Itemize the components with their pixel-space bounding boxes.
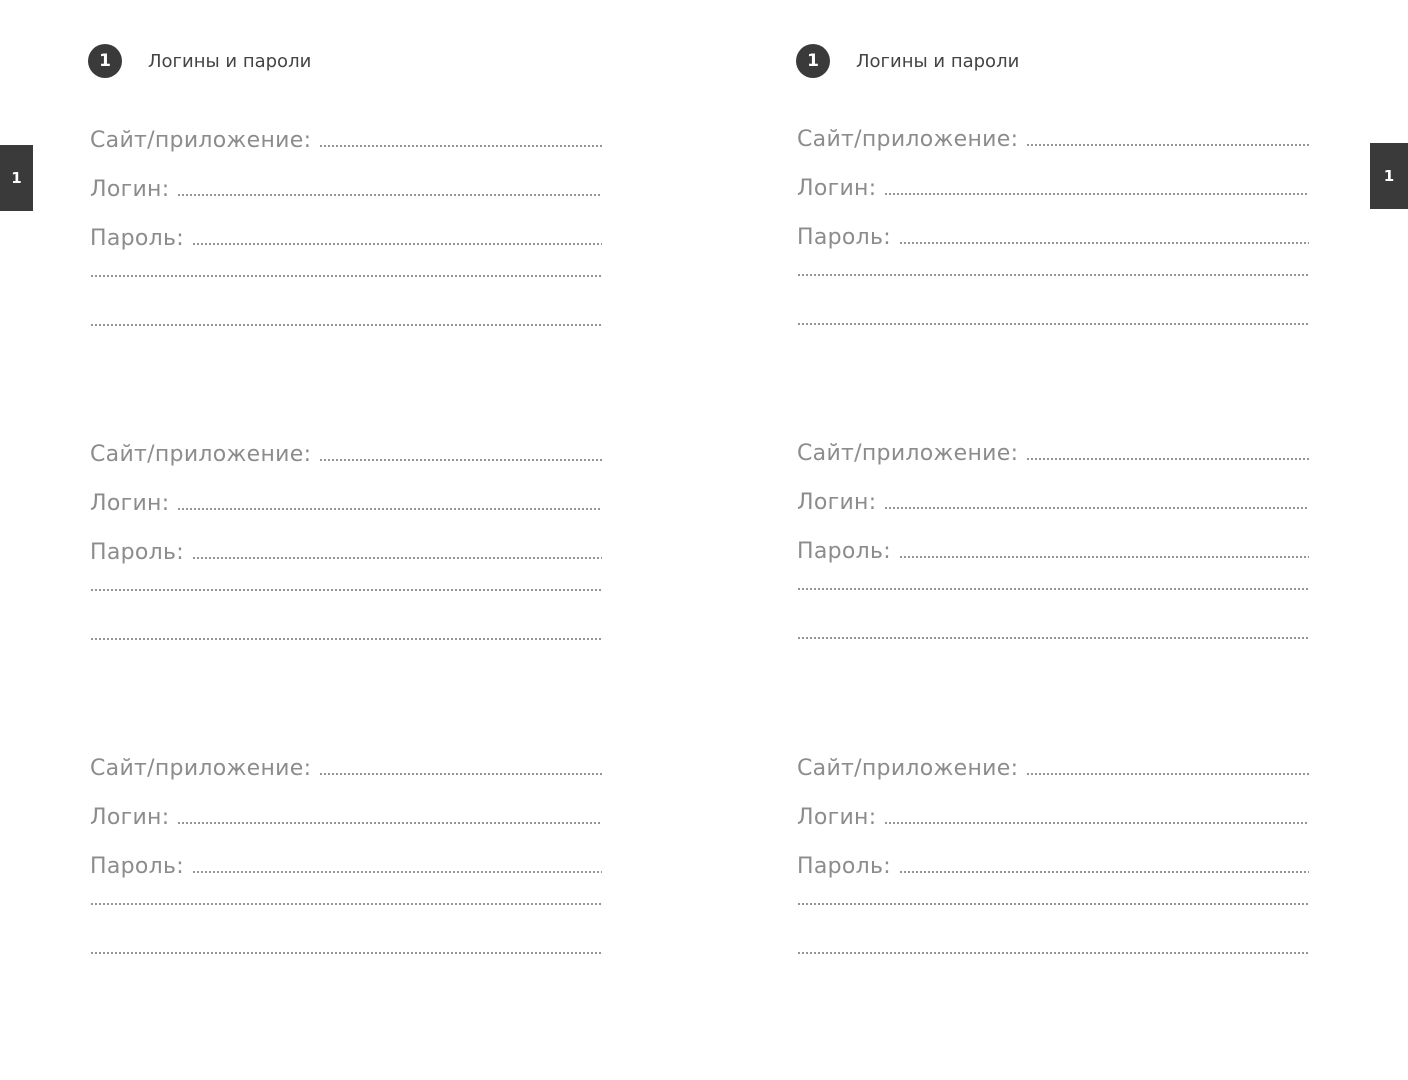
blank-row[interactable]	[90, 638, 602, 687]
site-row[interactable]	[90, 756, 602, 805]
site-label: Сайт/приложение:	[797, 441, 1019, 466]
password-label: Пароль:	[797, 225, 891, 250]
entry-block	[797, 441, 1309, 686]
entry-block	[797, 127, 1309, 372]
password-line[interactable]	[192, 871, 602, 873]
login-row[interactable]	[797, 176, 1309, 225]
password-label: Пароль:	[797, 854, 891, 879]
site-label: Сайт/приложение:	[90, 128, 312, 153]
site-row[interactable]	[797, 756, 1309, 805]
login-line[interactable]	[884, 822, 1309, 824]
page-header	[796, 44, 1019, 78]
login-label: Логин:	[90, 491, 170, 516]
login-line[interactable]	[177, 194, 602, 196]
login-label: Логин:	[797, 805, 877, 830]
page-header	[88, 44, 311, 78]
blank-row[interactable]	[797, 952, 1309, 1001]
password-label: Пароль:	[90, 540, 184, 565]
site-line[interactable]	[319, 773, 602, 775]
entry-block	[90, 442, 602, 687]
blank-row[interactable]	[797, 637, 1309, 686]
site-line[interactable]	[319, 145, 602, 147]
blank-row[interactable]	[797, 323, 1309, 372]
site-label: Сайт/приложение:	[90, 442, 312, 467]
chapter-number-badge: 1	[88, 44, 122, 78]
blank-row[interactable]	[90, 589, 602, 638]
password-row[interactable]	[90, 540, 602, 589]
login-line[interactable]	[177, 508, 602, 510]
password-row[interactable]	[797, 854, 1309, 903]
site-line[interactable]	[1026, 773, 1309, 775]
site-label: Сайт/приложение:	[797, 756, 1019, 781]
site-row[interactable]	[797, 127, 1309, 176]
password-row[interactable]	[90, 226, 602, 275]
blank-line[interactable]	[90, 589, 602, 591]
login-row[interactable]	[90, 491, 602, 540]
login-row[interactable]	[90, 805, 602, 854]
blank-row[interactable]	[797, 274, 1309, 323]
password-line[interactable]	[899, 871, 1309, 873]
password-line[interactable]	[899, 556, 1309, 558]
login-line[interactable]	[177, 822, 602, 824]
blank-row[interactable]	[90, 275, 602, 324]
password-line[interactable]	[192, 557, 602, 559]
password-row[interactable]	[90, 854, 602, 903]
password-row[interactable]	[797, 539, 1309, 588]
right-page	[704, 0, 1408, 1080]
entry-block	[797, 756, 1309, 1001]
blank-line[interactable]	[90, 324, 602, 326]
blank-line[interactable]	[797, 952, 1309, 954]
password-line[interactable]	[192, 243, 602, 245]
blank-line[interactable]	[90, 638, 602, 640]
site-line[interactable]	[1026, 458, 1309, 460]
blank-line[interactable]	[797, 588, 1309, 590]
login-row[interactable]	[90, 177, 602, 226]
login-label: Логин:	[90, 177, 170, 202]
login-line[interactable]	[884, 507, 1309, 509]
site-line[interactable]	[1026, 144, 1309, 146]
login-row[interactable]	[797, 805, 1309, 854]
site-row[interactable]	[90, 442, 602, 491]
blank-line[interactable]	[90, 903, 602, 905]
password-line[interactable]	[899, 242, 1309, 244]
blank-row[interactable]	[90, 952, 602, 1001]
login-label: Логин:	[90, 805, 170, 830]
password-label: Пароль:	[797, 539, 891, 564]
blank-row[interactable]	[90, 903, 602, 952]
login-label: Логин:	[797, 176, 877, 201]
login-label: Логин:	[797, 490, 877, 515]
section-title: Логины и пароли	[148, 50, 312, 72]
password-label: Пароль:	[90, 854, 184, 879]
site-row[interactable]	[90, 128, 602, 177]
chapter-side-tab: 1	[0, 145, 33, 211]
chapter-side-tab: 1	[1370, 143, 1408, 209]
login-row[interactable]	[797, 490, 1309, 539]
site-line[interactable]	[319, 459, 602, 461]
chapter-number-badge: 1	[796, 44, 830, 78]
entry-block	[90, 128, 602, 373]
site-label: Сайт/приложение:	[797, 127, 1019, 152]
site-row[interactable]	[797, 441, 1309, 490]
entry-block	[90, 756, 602, 1001]
blank-row[interactable]	[90, 324, 602, 373]
blank-line[interactable]	[797, 903, 1309, 905]
blank-line[interactable]	[797, 274, 1309, 276]
blank-row[interactable]	[797, 588, 1309, 637]
blank-line[interactable]	[797, 637, 1309, 639]
blank-line[interactable]	[90, 275, 602, 277]
site-label: Сайт/приложение:	[90, 756, 312, 781]
blank-line[interactable]	[90, 952, 602, 954]
password-row[interactable]	[797, 225, 1309, 274]
login-line[interactable]	[884, 193, 1309, 195]
password-label: Пароль:	[90, 226, 184, 251]
blank-line[interactable]	[797, 323, 1309, 325]
blank-row[interactable]	[797, 903, 1309, 952]
section-title: Логины и пароли	[856, 50, 1020, 72]
